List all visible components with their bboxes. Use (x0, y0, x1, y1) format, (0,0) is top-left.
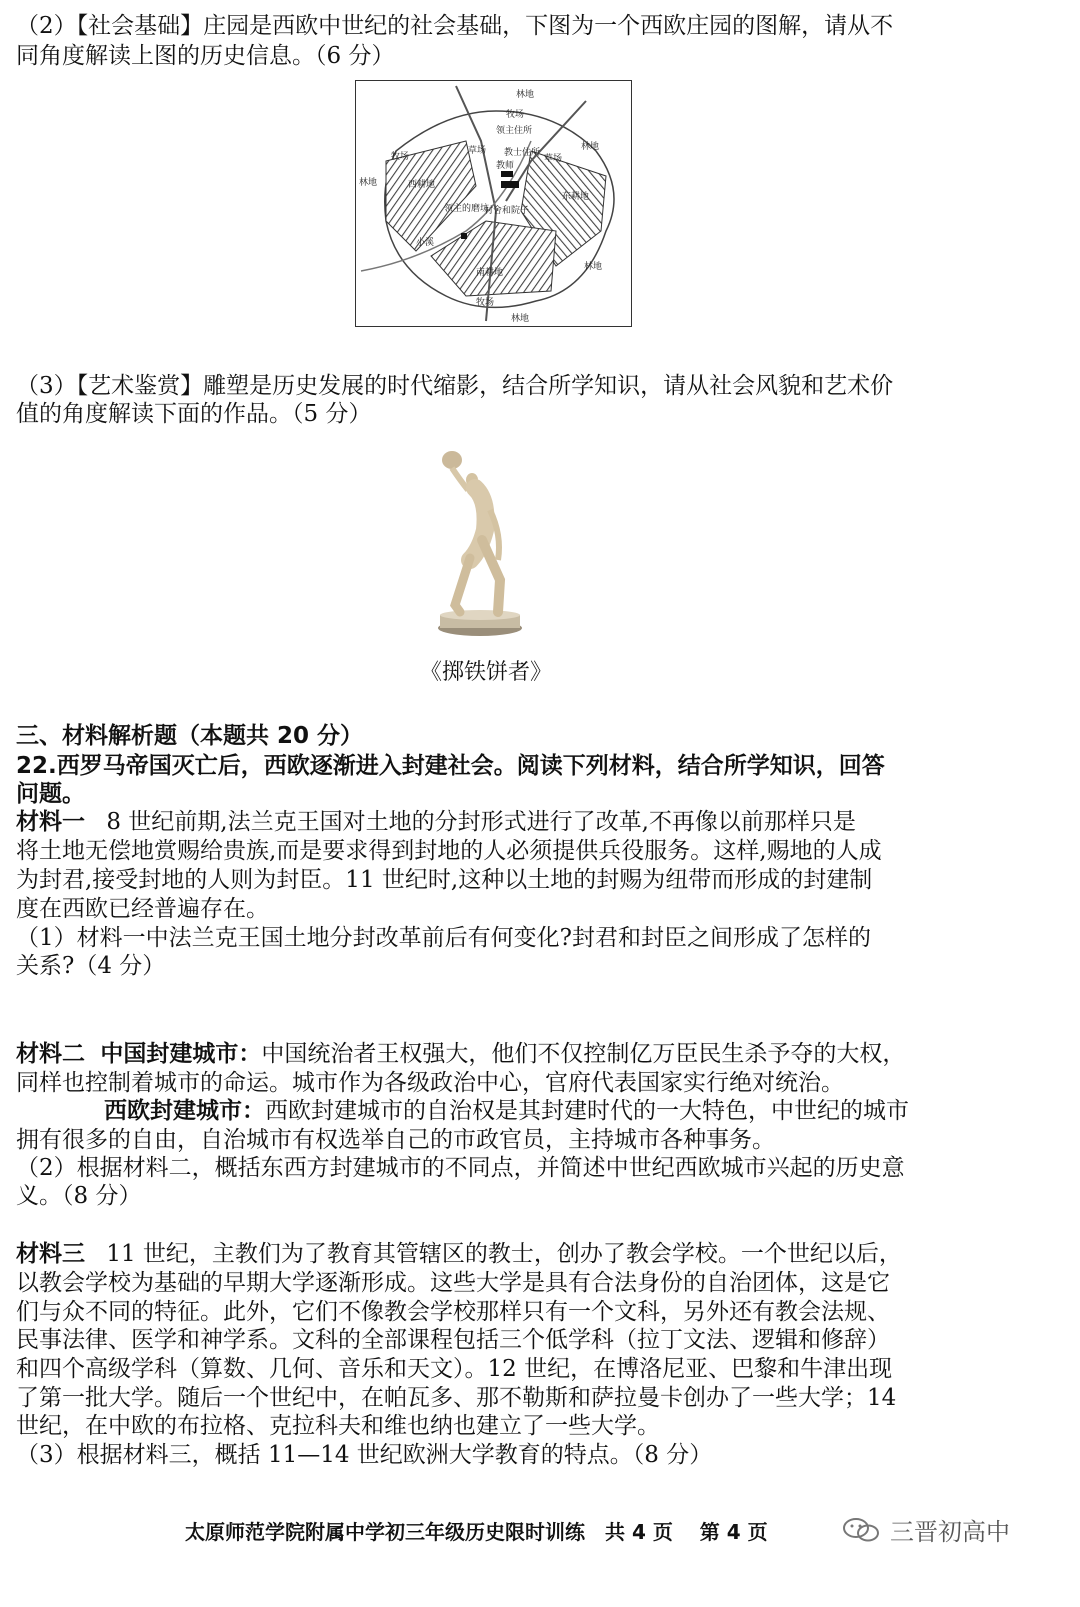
label-village: 村舍和院子 (484, 206, 530, 216)
material1-line-3: 为封君,接受封地的人则为封臣。11 世纪时,这种以土地的封赐为纽带而形成的封建制 (16, 867, 873, 893)
material2-line-3 (16, 1097, 909, 1125)
lord-house-building (501, 171, 513, 177)
q22-line-2: 问题。 (16, 781, 85, 807)
material3-line-2: 以教会学校为基础的早期大学逐渐形成。这些大学是具有合法身份的自治团体，这是它 (16, 1270, 890, 1296)
label-stream: 小溪 (416, 238, 435, 248)
material3-lead: 材料三 (16, 1241, 85, 1267)
q22-3-line-1: （3）根据材料三，概括 11—14 世纪欧洲大学教育的特点。（8 分） (16, 1442, 713, 1468)
q22-1-line-1: （1）材料一中法兰克王国土地分封改革前后有何变化?封君和封臣之间形成了怎样的 (16, 925, 871, 951)
wechat-icon (842, 1516, 886, 1544)
west-city-text-1: 西欧封建城市的自治权是其封建时代的一大特色，中世纪的城市 (265, 1098, 909, 1124)
page-footer: 太原师范学院附属中学初三年级历史限时训练 共 4 页 第 4 页 (185, 1520, 768, 1544)
material1-lead: 材料一 (16, 809, 85, 835)
label-south-field: 南耕地 (476, 268, 504, 278)
q22-2-line-1: （2）根据材料二，概括东西方封建城市的不同点，并简述中世纪西欧城市兴起的历史意 (16, 1155, 905, 1181)
material2-line-1 (16, 1040, 905, 1068)
statue-caption: 《掷铁饼者》 (420, 660, 553, 685)
material3-line-1 (16, 1240, 902, 1268)
material1-line-4: 度在西欧已经普遍存在。 (16, 896, 269, 922)
label-forest-right-top: 林地 (581, 142, 600, 152)
material2-line-4: 拥有很多的自由，自治城市有权选举自己的市政官员，主持城市各种事务。 (16, 1127, 775, 1153)
section-title: 三、材料解析题（本题共 20 分） (16, 723, 364, 749)
material1-text-1: 8 世纪前期,法兰克王国对土地的分封形式进行了改革,不再像以前那样只是 (106, 809, 856, 835)
label-meadow-right: 草场 (544, 154, 563, 164)
china-city-label: 中国封建城市： (100, 1041, 262, 1067)
label-pasture-bottom: 牧场 (476, 298, 495, 308)
q22-2-line-2: 义。（8 分） (16, 1183, 142, 1209)
manor-diagram (355, 80, 632, 327)
label-lord-mill: 领主的磨坊 (444, 204, 490, 214)
material3-line-4: 民事法律、医学和神学系。文科的全部课程包括三个低学科（拉丁文法、逻辑和修辞） (16, 1327, 890, 1353)
q22-1-line-2: 关系?（4 分） (16, 953, 166, 979)
material1-line-2: 将土地无偿地赏赐给贵族,而是要求得到封地的人必须提供兵役服务。这样,赐地的人成 (16, 838, 882, 864)
label-west-field: 西耕地 (408, 180, 436, 190)
priest-house-building (501, 181, 519, 188)
mill-building (461, 233, 467, 239)
material3-text-1: 11 世纪，主教们为了教育其管辖区的教士，创办了教会学校。一个世纪以后， (106, 1241, 902, 1267)
label-forest-right-bottom: 林地 (584, 262, 603, 272)
manor-map-svg (356, 81, 631, 326)
label-east-field: 东耕地 (562, 192, 590, 202)
material3-line-5: 和四个高级学科（算数、几何、音乐和天文）。12 世纪，在博洛尼亚、巴黎和牛津出现 (16, 1356, 893, 1382)
china-city-text-1: 中国统治者王权强大，他们不仅控制亿万臣民生杀予夺的大权， (261, 1041, 906, 1067)
label-lord-house: 领主住所 (496, 126, 533, 136)
q3-line-2: 值的角度解读下面的作品。（5 分） (16, 401, 372, 427)
q22-line-1: 22.西罗马帝国灭亡后，西欧逐渐进入封建社会。阅读下列材料，结合所学知识，回答 (16, 753, 885, 779)
label-pasture-top: 牧场 (506, 110, 525, 120)
q2-line-2: 同角度解读上图的历史信息。（6 分） (16, 43, 395, 69)
west-city-label: 西欧封建城市： (104, 1098, 265, 1124)
watermark-text: 三晋初高中 (890, 1518, 1010, 1546)
label-teacher: 教师 (496, 161, 515, 171)
discobolus-statue-image (430, 440, 530, 640)
material3-line-7: 世纪，在中欧的布拉格、克拉科夫和维也纳也建立了一些大学。 (16, 1413, 660, 1439)
label-forest-bottom: 林地 (511, 314, 530, 324)
material3-line-3: 们与众不同的特征。此外，它们不像教会学校那样只有一个文科，另外还有教会法规、 (16, 1299, 890, 1325)
label-pasture-left: 牧场 (391, 152, 410, 162)
label-meadow-left: 草场 (468, 146, 487, 156)
material2-line-2: 同样也控制着城市的命运。城市作为各级政治中心，官府代表国家实行绝对统治。 (16, 1070, 844, 1096)
label-forest-top: 林地 (516, 90, 535, 100)
q2-line-1: （2）【社会基础】庄园是西欧中世纪的社会基础，下图为一个西欧庄园的图解，请从不 (16, 13, 894, 39)
label-priest-house: 教士住所 (504, 148, 541, 158)
label-forest-left: 林地 (359, 178, 378, 188)
material1-line-1 (16, 808, 856, 836)
q3-line-1: （3）【艺术鉴赏】雕塑是历史发展的时代缩影，结合所学知识，请从社会风貌和艺术价 (16, 373, 894, 399)
material2-lead: 材料二 (16, 1041, 85, 1067)
material3-line-6: 了第一批大学。随后一个世纪中，在帕瓦多、那不勒斯和萨拉曼卡创办了一些大学；14 (16, 1385, 897, 1411)
